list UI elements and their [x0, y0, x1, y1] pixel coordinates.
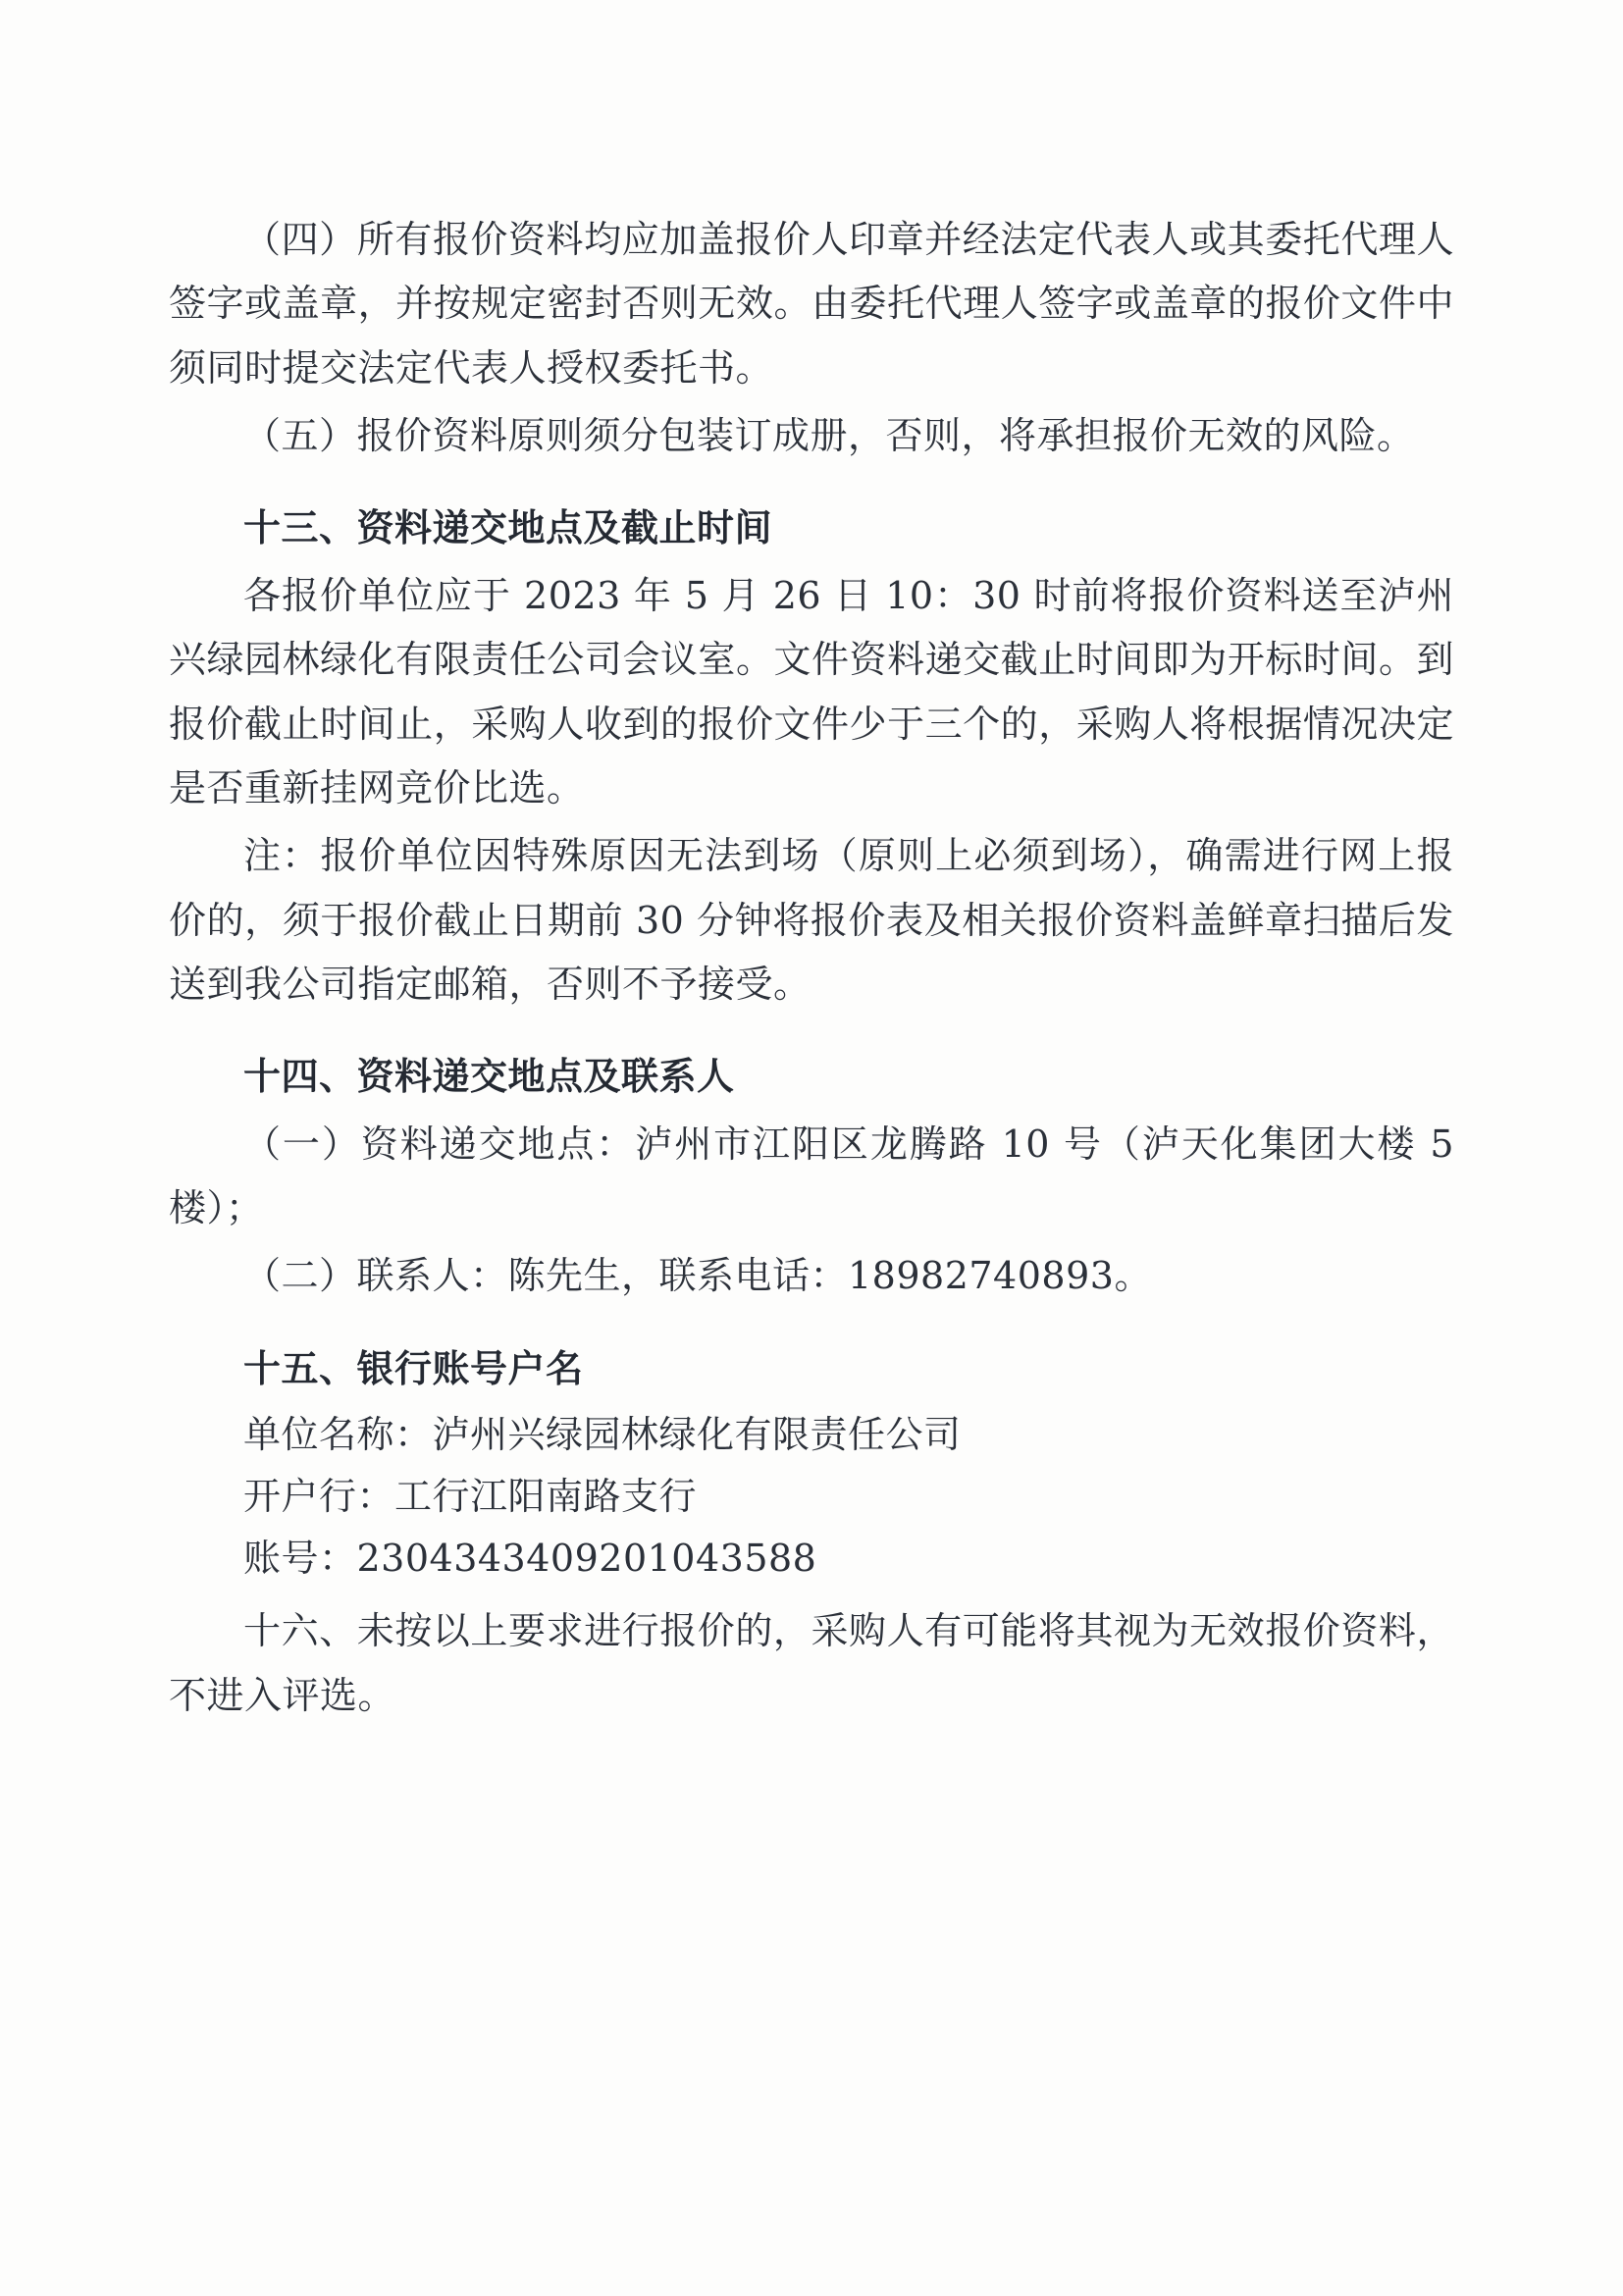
paragraph-item-four: （四）所有报价资料均应加盖报价人印章并经法定代表人或其委托代理人签字或盖章，并按规定密封否则无效。由委托代理人签字或盖章的报价文件中须同时提交法定代表人授权委托书。 [169, 218, 1454, 390]
spacer [169, 1590, 1454, 1599]
bank-branch: 开户行：工行江阳南路支行 [243, 1475, 698, 1519]
section-13-paragraph-1: 各报价单位应于 2023 年 5 月 26 日 10：30 时前将报价资料送至泸州兴绿园林绿化有限责任公司会议室。文件资料递交截止时间即为开标时间。到报价截止时间止，采购人收到的报价文件少于三个的，采购人将根据情况决定是否重新挂网竞价比选。 [169, 573, 1454, 809]
section-16-paragraph: 十六、未按以上要求进行报价的，采购人有可能将其视为无效报价资料，不进入评选。 [169, 1609, 1454, 1717]
section-heading-14: 十四、资料递交地点及联系人 [243, 1054, 735, 1099]
spacer [169, 472, 1454, 482]
section-14-item-2: （二）联系人：陈先生，联系电话：18982740893。 [243, 1254, 1152, 1298]
paragraph-item-five: （五）报价资料原则须分包装订成册，否则，将承担报价无效的风险。 [243, 414, 1415, 458]
spacer [169, 1313, 1454, 1323]
bank-account-name: 单位名称：泸州兴绿园林绿化有限责任公司 [243, 1413, 962, 1457]
section-heading-15: 十五、银行账号户名 [243, 1345, 584, 1390]
section-13-paragraph-2: 注：报价单位因特殊原因无法到场（原则上必须到场），确需进行网上报价的，须于报价截止日期前 30 分钟将报价表及相关报价资料盖鲜章扫描后发送到我公司指定邮箱，否则不予接受。 [169, 834, 1454, 1006]
bank-account-number: 账号：2304343409201043588 [243, 1537, 817, 1581]
document-body [169, 208, 1454, 1732]
section-heading-13: 十三、资料递交地点及截止时间 [243, 505, 773, 550]
spacer [169, 1020, 1454, 1030]
section-14-item-1: （一）资料递交地点：泸州市江阳区龙腾路 10 号（泸天化集团大楼 5 楼）； [169, 1122, 1454, 1230]
